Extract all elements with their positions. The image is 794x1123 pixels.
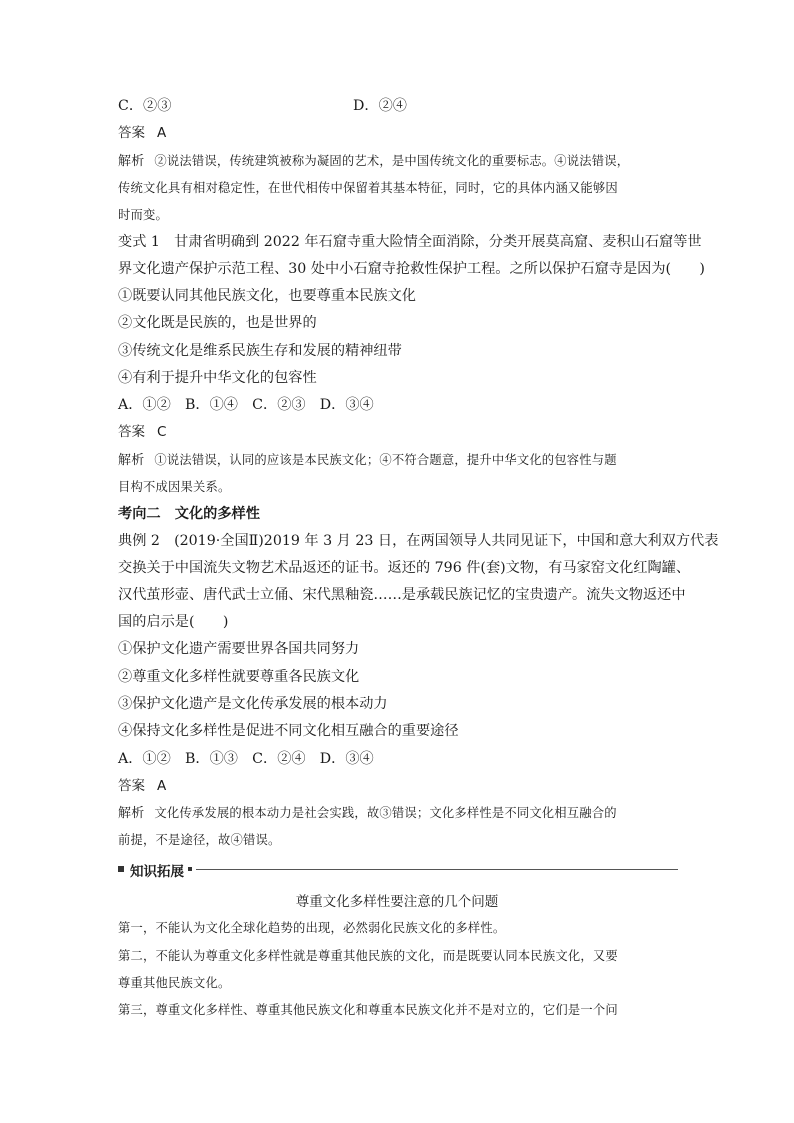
answer-value: A (157, 125, 167, 141)
explanation-line: 前提，不是途径，故④错误。 (118, 833, 281, 847)
option-d: D．②④ (353, 98, 407, 114)
explanation-line (118, 151, 629, 172)
example-item: ②尊重文化多样性就要尊重各民族文化 (118, 669, 360, 685)
variant-item: ①既要认同其他民族文化，也要尊重本民族文化 (118, 288, 416, 304)
variant-item: ④有利于提升中华文化的包容性 (118, 370, 317, 386)
knowledge-line: 第二，不能认为尊重文化多样性就是尊重其他民族的文化，而是既要认同本民族文化，又要 (118, 949, 618, 963)
explanation-line: 时而变。 (118, 208, 168, 222)
variant-item: ②文化既是民族的，也是世界的 (118, 315, 317, 331)
variant-question-line: 变式 1 甘肃省明确到 2022 年石窟寺重大险情全面消除，分类开展莫高窟、麦积山石窟等世 (118, 234, 702, 250)
example-options: A．①② B．①③ C．②④ D．③④ (118, 751, 374, 767)
explanation-label: 解析 (118, 453, 145, 468)
example-question-line: 典例 2 (2019·全国Ⅱ)2019 年 3 月 23 日，在两国领导人共同见证下，中国和意大利双方代表 (118, 533, 719, 549)
variant-question-line: 界文化遗产保护示范工程、30 处中小石窟寺抢救性保护工程。之所以保护石窟寺是因为( ) (118, 261, 705, 277)
answer-line-2 (118, 422, 166, 442)
explanation-line (118, 803, 617, 824)
section-heading: 考向二 文化的多样性 (118, 506, 260, 522)
example-question-line: 汉代茧形壶、唐代武士立俑、宋代黑釉瓷……是承载民族记忆的宝贵遗产。流失文物返还中 (118, 587, 686, 603)
example-item: ①保护文化遗产需要世界各国共同努力 (118, 641, 360, 657)
explanation-label: 解析 (118, 806, 145, 821)
divider (196, 869, 678, 870)
answer-value: A (157, 778, 167, 794)
knowledge-line: 第三，尊重文化多样性、尊重其他民族文化和尊重本民族文化并不是对立的，它们是一个问 (118, 1003, 618, 1017)
answer-value: C (157, 424, 167, 440)
example-item: ③保护文化遗产是文化传承发展的根本动力 (118, 696, 388, 712)
variant-item: ③传统文化是维系民族生存和发展的精神纽带 (118, 343, 402, 359)
knowledge-line: 尊重其他民族文化。 (118, 976, 231, 990)
knowledge-title: 尊重文化多样性要注意的几个问题 (295, 894, 499, 910)
answer-label: 答案 (118, 125, 145, 141)
answer-line-3 (118, 776, 166, 796)
knowledge-section-header (118, 859, 678, 881)
explanation-label: 解析 (118, 154, 145, 169)
explanation-text: ②说法错误，传统建筑被称为凝固的艺术，是中国传统文化的重要标志。④说法错误， (154, 154, 630, 168)
explanation-text: 文化传承发展的根本动力是社会实践，故③错误；文化多样性是不同文化相互融合的 (154, 806, 617, 820)
knowledge-line: 第一，不能认为文化全球化趋势的出现，必然弱化民族文化的多样性。 (118, 921, 506, 935)
example-question-line: 交换关于中国流失文物艺术品返还的证书。返还的 796 件(套)文物，有马家窑文化红陶罐、 (118, 560, 691, 576)
answer-line-1 (118, 123, 166, 143)
explanation-line: 目构不成因果关系。 (118, 480, 231, 494)
option-c: C．②③ (118, 98, 172, 114)
answer-label: 答案 (118, 778, 145, 794)
example-item: ④保持文化多样性是促进不同文化相互融合的重要途径 (118, 723, 459, 739)
square-bullet-icon (118, 866, 124, 872)
explanation-line (118, 450, 617, 471)
square-bullet-icon (188, 867, 192, 871)
example-question-line: 国的启示是( ) (118, 614, 229, 630)
explanation-text: ①说法错误，认同的应该是本民族文化；④不符合题意，提升中华文化的包容性与题 (154, 453, 617, 467)
answer-label: 答案 (118, 424, 145, 440)
explanation-line: 传统文化具有相对稳定性，在世代相传中保留着其基本特征，同时，它的具体内涵又能够因 (118, 181, 618, 195)
variant-options: A．①② B．①④ C．②③ D．③④ (118, 397, 374, 413)
section-label: 知识拓展 (130, 864, 184, 880)
